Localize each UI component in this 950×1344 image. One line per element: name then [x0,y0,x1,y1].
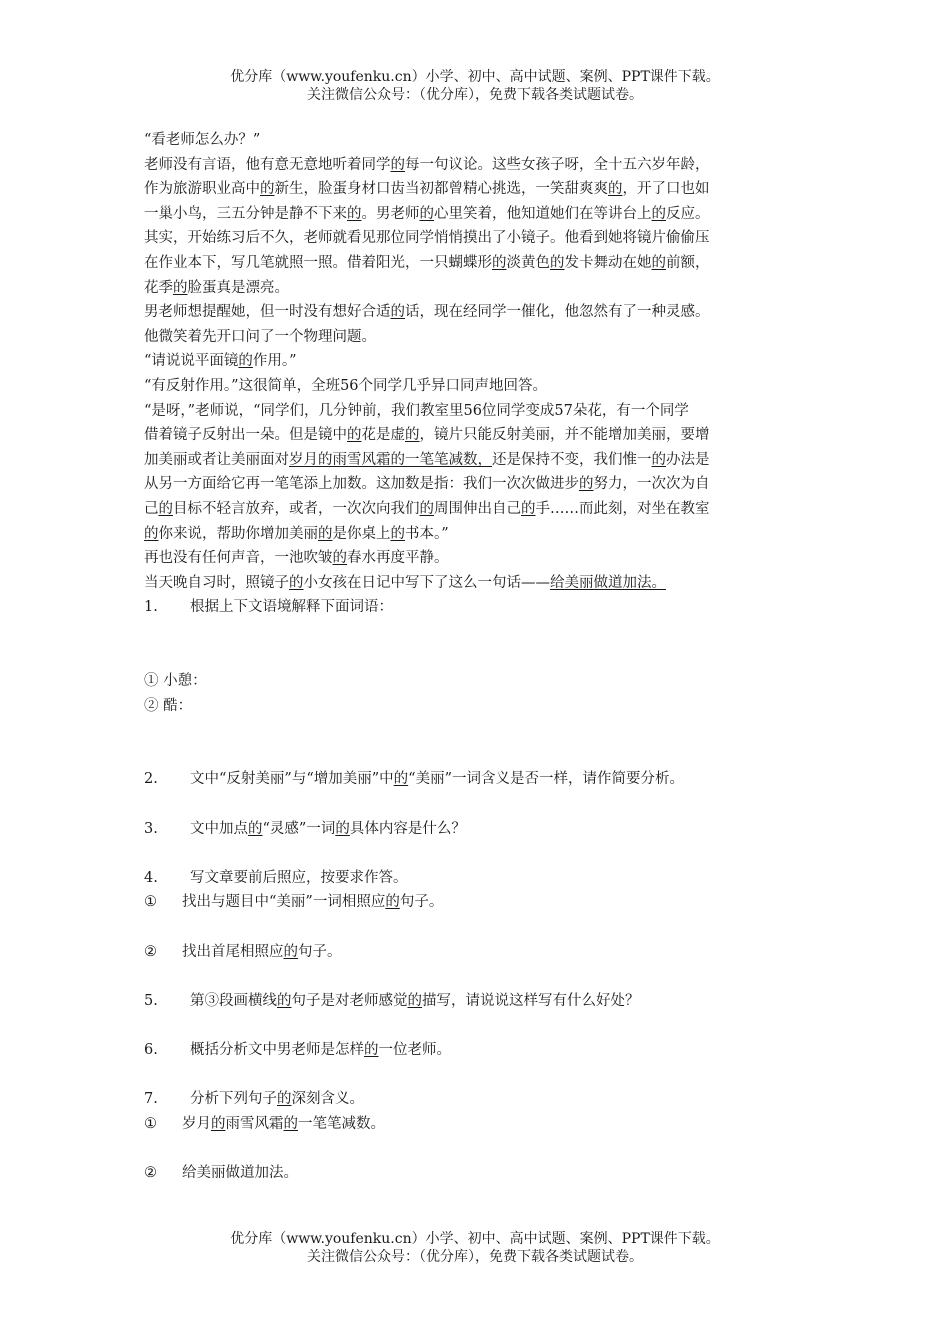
underlined-text: 的 [248,820,263,837]
text-segment: 加美丽或者让美丽面对 [144,451,289,468]
text-segment: 句子。 [399,894,444,911]
underlined-text: 的 [651,254,666,271]
text-segment: 己 [144,500,159,517]
text-segment: 岁月 [182,1115,211,1132]
text-segment: 句子是对老师感觉 [291,992,408,1009]
question-4-item-b [144,940,808,965]
passage-line [144,251,808,276]
text-segment: 花是虚 [361,427,405,444]
question-7-item-b [144,1161,808,1186]
document-body [144,128,808,1186]
answer-space [144,718,808,767]
header-line-2: 关注微信公众号：（优分库），免费下载各类试题试卷。 [307,87,643,103]
text-segment: “看老师怎么办？” [144,132,261,148]
underlined-text: 的 [385,894,400,911]
passage-line [144,202,808,227]
item-text [182,894,443,910]
question-4-item-a [144,890,808,915]
text-segment: 深刻含义。 [291,1091,364,1108]
underlined-text: 的 [332,550,347,567]
text-segment: 男老师想提醒她，但一时没有想好合适 [144,304,391,321]
question-number: 4. [144,869,158,886]
underlined-text: 的 [173,279,188,296]
passage-line [144,325,808,350]
underlined-text: 的 [238,353,253,370]
text-segment: 一位老师。 [378,1041,451,1058]
passage-line [144,276,808,301]
text-segment: 描写，请说说这样写有什么好处？ [422,992,640,1009]
underlined-text: 的 [651,205,666,222]
question-text [190,821,466,837]
text-segment: 脸蛋真是漂亮。 [187,279,289,296]
text-segment: 作为旅游职业高中 [144,181,260,198]
underlined-text: 的 [158,500,173,517]
text-segment: 再也没有任何声音，一池吹皱 [144,550,333,567]
underlined-text: 的 [347,205,362,222]
text-segment: 淡黄色 [506,254,550,271]
text-segment: 还是保持不变，我们惟一 [492,451,652,468]
question-number: 5. [144,992,158,1009]
passage-line [144,300,808,325]
underlined-text: 的 [260,181,275,198]
passage-line [144,571,808,596]
text-segment: “灵感”一词 [262,820,336,837]
underlined-text: 的 [390,525,405,542]
text-segment: 书本。” [405,525,449,542]
text-segment: 目标不轻言放弃，或者，一次次向我们 [173,500,420,517]
text-segment: ，开了口也如 [622,181,710,198]
item-text: 给美丽做道加法。 [182,1164,298,1181]
underlined-text: 的 [364,1041,379,1058]
text-segment: 每一句议论。这些女孩子呀，全十五六岁年龄， [405,156,710,173]
text-segment: 。男老师 [361,205,420,222]
answer-space [144,620,808,669]
header-line-1: 优分库（www.youfenku.cn）小学、初中、高中试题、案例、PPT课件下载。 [230,69,720,85]
text-segment: 前额， [666,254,710,271]
text-segment: 分析下列句子 [190,1091,277,1108]
text-segment: 雨雪风霜 [225,1115,284,1132]
text-segment: 文中加点 [190,820,248,837]
text-segment: 其实，开始练习后不久，老师就看见那位同学悄悄摸出了小镜子。他看到她将镜片偷偷压 [144,230,710,247]
answer-space [144,915,808,940]
question-6 [144,1038,808,1063]
underlined-text: 的 [390,304,405,321]
question-number: 7. [144,1091,158,1108]
footer-line-1: 优分库（www.youfenku.cn）小学、初中、高中试题、案例、PPT课件下载。 [230,1231,720,1247]
question-1 [144,595,808,620]
question-1-item-b: ② 酷： [144,697,193,714]
passage-line [144,448,808,473]
passage-line [144,349,808,374]
underlined-text: 的 [407,992,422,1009]
page-footer [0,1230,950,1266]
answer-space [144,964,808,989]
text-segment: 作用。” [252,353,297,370]
underlined-text: 的 [289,574,304,591]
answer-space [144,1063,808,1088]
passage-line [144,374,808,399]
footer-line-2: 关注微信公众号：（优分库），免费下载各类试题试卷。 [307,1249,643,1265]
text-segment: 第③段画横线 [190,992,277,1009]
answer-space [144,1136,808,1161]
underlined-text: 的 [390,156,405,173]
underlined-text: 的 [608,181,623,198]
question-5 [144,989,808,1014]
text-segment: 概括分析文中男老师是怎样 [190,1041,364,1058]
question-text: 根据上下文语境解释下面词语： [190,599,393,616]
text-segment: 发卡舞动在她 [564,254,652,271]
passage-line [144,522,808,547]
text-segment: 他微笑着先开口问了一个物理问题。 [144,328,376,345]
question-text [190,1042,451,1058]
answer-space [144,1013,808,1038]
text-segment: 小女孩在日记中写下了这么一句话—— [303,574,550,591]
question-7-item-a [144,1112,808,1137]
item-number: ② [144,943,157,960]
text-segment: 办法是 [666,451,710,468]
passage-line [144,399,808,424]
underlined-text: 的 [277,992,292,1009]
question-2 [144,767,808,792]
text-segment: 努力，一次次为自 [593,476,710,493]
text-segment: ，镜片只能反射美丽，并不能增加美丽，要增 [419,427,710,444]
passage-line [144,153,808,178]
underlined-text: 岁月的雨雪风霜的一笔笔减数， [289,451,492,468]
text-segment: “请说说平面镜 [144,353,239,370]
text-segment: “有反射作用。”这很简单，全班56个同学几乎异口同声地回答。 [144,377,548,394]
page-header [0,68,950,104]
text-segment: “是呀，”老师说，“同学们，几分钟前，我们教室里56位同学变成57朵花，有一个同学 [144,402,689,419]
text-segment: 话，现在经同学一催化，他忽然有了一种灵感。 [405,304,710,321]
question-number: 2. [144,771,158,788]
question-number: 6. [144,1041,158,1058]
passage-line [144,423,808,448]
text-segment: 反应。 [666,205,710,222]
passage-line [144,177,808,202]
text-segment: 在作业本下，写几笔就照一照。借着阳光，一只蝴蝶形 [144,254,492,271]
text-segment: 找出与题目中“美丽”一词相照应 [182,894,386,911]
text-segment: 文中“反射美丽”与“增加美丽”中 [190,771,394,788]
underlined-text: 的 [277,1091,292,1108]
text-segment: 手……而此刻，对坐在教室 [535,500,710,517]
text-segment: 春水再度平静。 [347,550,449,567]
item-number: ② [144,1164,157,1181]
question-number: 3. [144,820,158,837]
answer-space [144,792,808,817]
text-segment: 新生，脸蛋身材口齿当初都曾精心挑选，一笑甜爽爽 [274,181,608,198]
passage-line [144,472,808,497]
text-segment: 你来说，帮助你增加美丽 [158,525,318,542]
answer-space [144,841,808,866]
question-number: 1. [144,599,158,616]
text-segment: “美丽”一词含义是否一样，请作简要分析。 [408,771,684,788]
underlined-text: 的 [492,254,507,271]
underlined-text: 的 [521,500,536,517]
text-segment: 老师没有言语，他有意无意地听着同学 [144,156,391,173]
text-segment: 找出首尾相照应 [182,943,284,960]
question-7 [144,1087,808,1112]
underlined-text: 的 [651,451,666,468]
passage [144,128,808,595]
passage-line [144,497,808,522]
underlined-text: 的 [318,525,333,542]
text-segment: 一巢小鸟，三五分钟是静不下来 [144,205,347,222]
text-segment: 具体内容是什么？ [349,820,466,837]
question-3 [144,817,808,842]
text-segment: 借着镜子反射出一朵。但是镜中 [144,427,347,444]
question-text [190,993,640,1009]
underlined-text: 的 [283,1115,298,1132]
item-number: ① [144,894,157,911]
underlined-text: 的 [211,1115,226,1132]
text-segment: 是你桌上 [332,525,391,542]
question-text: 写文章要前后照应，按要求作答。 [190,869,408,886]
underlined-text: 给美丽做道加法。 [550,574,666,591]
text-segment: 周围伸出自己 [434,500,521,517]
underlined-text: 的 [144,525,159,542]
underlined-text: 的 [393,771,409,788]
text-segment: 一笔笔减数。 [298,1115,385,1132]
question-1-item-a: ① 小憩： [144,673,207,690]
passage-line [144,226,808,251]
text-segment: 心里笑着，他知道她们在等讲台上 [434,205,652,222]
question-text [190,1091,364,1107]
underlined-text: 的 [283,943,298,960]
text-segment: 句子。 [298,943,342,960]
underlined-text: 的 [550,254,565,271]
text-segment: 花季 [144,279,173,296]
underlined-text: 的 [405,427,420,444]
text-segment: 当天晚自习时，照镜子 [144,574,289,591]
item-number: ① [144,1115,157,1132]
item-text [182,1116,385,1132]
underlined-text: 的 [335,820,350,837]
underlined-text: 的 [419,205,434,222]
item-text [182,944,342,960]
passage-line [144,546,808,571]
question-4 [144,866,808,891]
question-text [190,771,684,787]
text-segment: 从另一方面给它再一笔笔添上加数。这加数是指：我们一次次做进步 [144,476,579,493]
underlined-text: 的 [579,476,594,493]
passage-line [144,128,808,153]
underlined-text: 的 [419,500,434,517]
underlined-text: 的 [347,427,362,444]
